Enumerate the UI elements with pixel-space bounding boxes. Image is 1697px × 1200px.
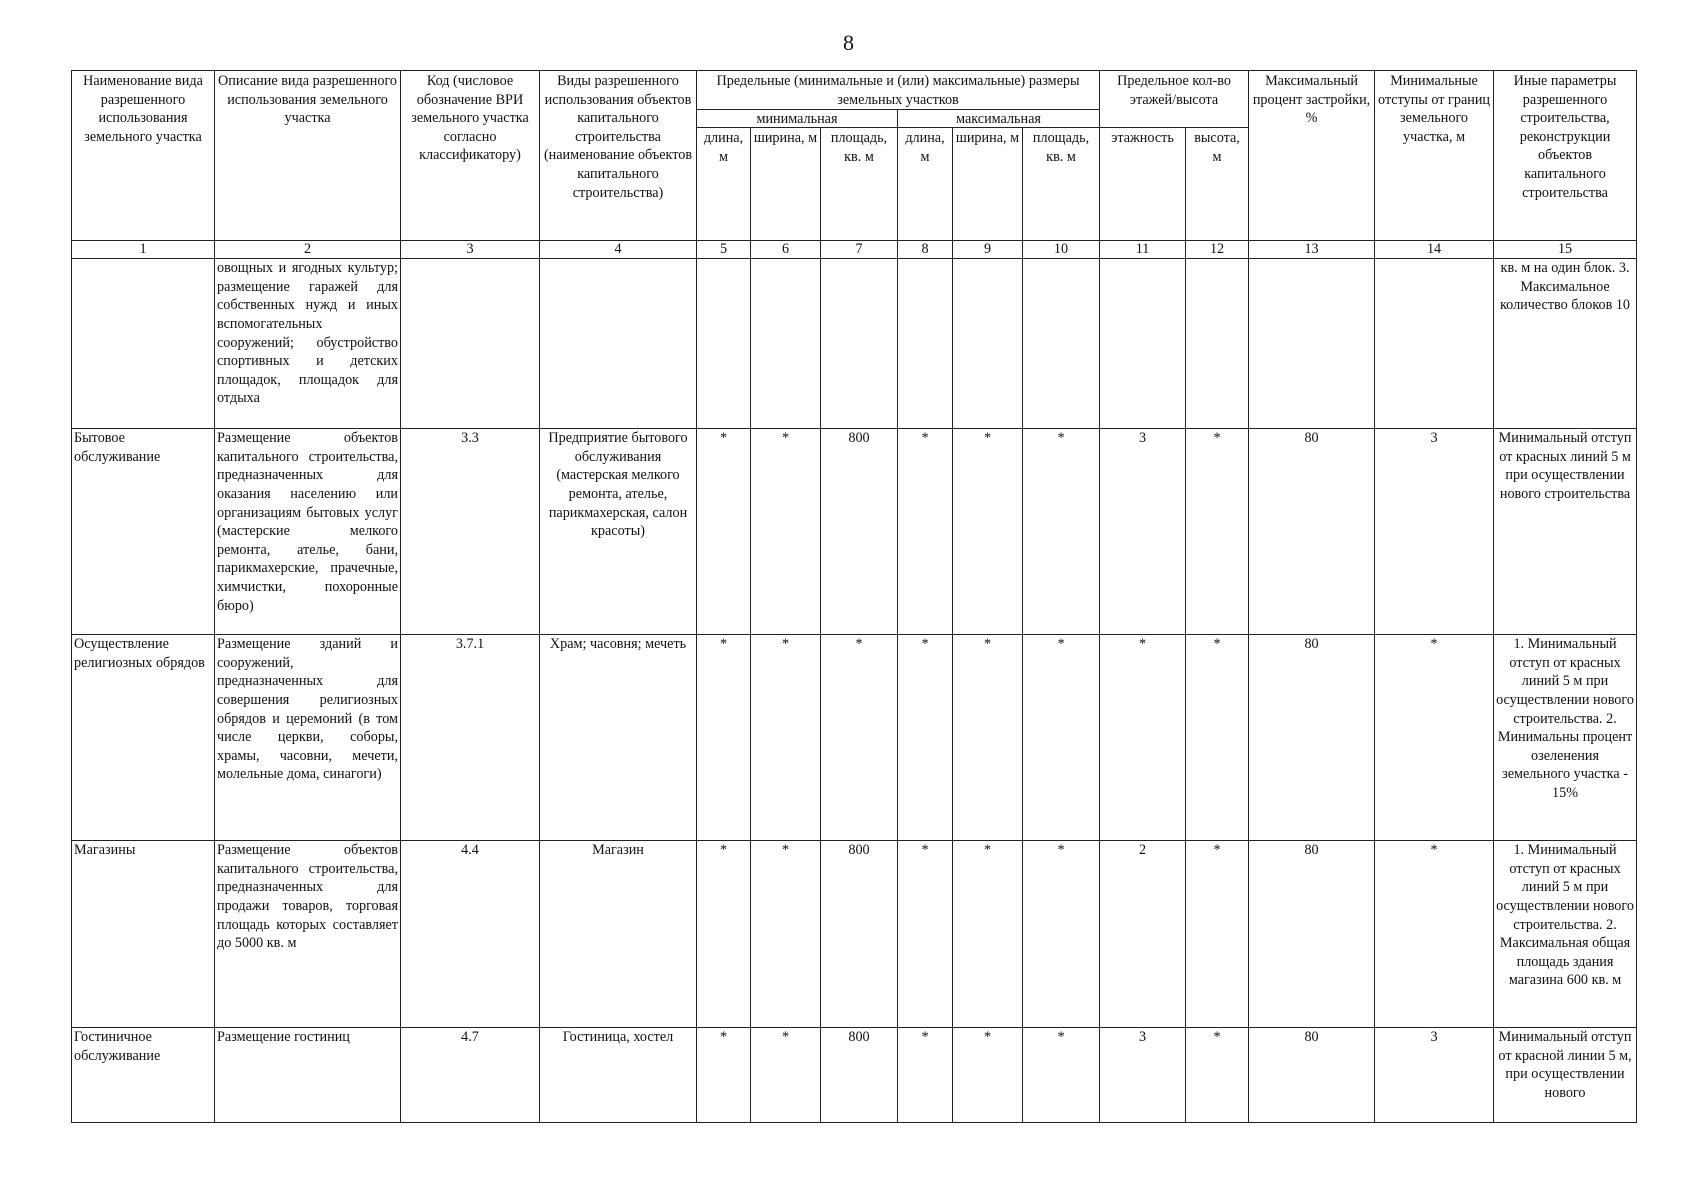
row-other: Минимальный отступ от красной линии 5 м, при осуществлении нового [1494,1028,1637,1123]
header-group-min: минимальная [697,110,898,128]
row-min-length: * [697,429,751,635]
header-min-area: площадь, кв. м [821,128,898,241]
row-floors [1100,259,1186,429]
row-objects: Храм; часовня; мечеть [540,635,697,841]
row-objects: Гостиница, хостел [540,1028,697,1123]
row-min-area: 800 [821,841,898,1028]
row-min-area: * [821,635,898,841]
row-min-offset: 3 [1375,1028,1494,1123]
header-floors: этажность [1100,128,1186,241]
header-group-sizes: Предельные (минимальные и (или) максимальные) размеры земельных участков [697,71,1100,110]
column-number: 15 [1494,241,1637,259]
row-floors: 3 [1100,429,1186,635]
row-other: 1. Минимальный отступ от красных линий 5 м при осуществлении нового строительства. 2. Максимальная общая площадь здания магазина 600 кв. м [1494,841,1637,1028]
row-max-build: 80 [1249,429,1375,635]
row-max-area: * [1023,1028,1100,1123]
column-number: 9 [953,241,1023,259]
row-min-offset: * [1375,841,1494,1028]
header-max-length: длина, м [898,128,953,241]
row-max-area: * [1023,429,1100,635]
row-height: * [1186,635,1249,841]
header-name: Наименование вида разрешенного использования земельного участка [72,71,215,241]
row-name: Магазины [72,841,215,1028]
row-min-length: * [697,841,751,1028]
row-name: Осуществление религиозных обрядов [72,635,215,841]
row-max-length [898,259,953,429]
row-max-length: * [898,635,953,841]
row-min-area: 800 [821,1028,898,1123]
row-max-build [1249,259,1375,429]
row-description: Размещение объектов капитального строительства, предназначенных для продажи товаров, торговая площадь которых составляет до 5000 кв. м [215,841,401,1028]
row-description: Размещение объектов капитального строительства, предназначенных для оказания населению или организациям бытовых услуг (мастерские мелкого ремонта, ателье, бани, парикмахерские, прачечные, химчистки, похоронные бюро) [215,429,401,635]
row-description: Размещение гостиниц [215,1028,401,1123]
row-max-length: * [898,841,953,1028]
header-objects: Виды разрешенного использования объектов капитального строительства (наименование объектов капитального строительства) [540,71,697,241]
header-max-width: ширина, м [953,128,1023,241]
row-min-width: * [751,841,821,1028]
column-number: 1 [72,241,215,259]
header-max-build: Максимальный процент застройки, % [1249,71,1375,241]
table-row [72,259,1637,429]
table-row [72,429,1637,635]
header-min-length: длина, м [697,128,751,241]
row-max-width: * [953,635,1023,841]
table-row [72,841,1637,1028]
row-floors: * [1100,635,1186,841]
row-other: кв. м на один блок. 3. Максимальное количество блоков 10 [1494,259,1637,429]
row-max-area [1023,259,1100,429]
header-group-max: максимальная [898,110,1100,128]
row-min-offset: * [1375,635,1494,841]
row-min-width: * [751,1028,821,1123]
column-number: 2 [215,241,401,259]
row-code [401,259,540,429]
row-max-build: 80 [1249,1028,1375,1123]
row-max-build: 80 [1249,635,1375,841]
row-code: 3.7.1 [401,635,540,841]
row-name: Бытовое обслуживание [72,429,215,635]
column-number: 14 [1375,241,1494,259]
row-height: * [1186,429,1249,635]
row-min-width [751,259,821,429]
row-max-length: * [898,1028,953,1123]
column-number: 12 [1186,241,1249,259]
row-max-area: * [1023,841,1100,1028]
row-other: 1. Минимальный отступ от красных линий 5 м при осуществлении нового строительства. 2. Минимальны процент озеленения земельного участка - 15% [1494,635,1637,841]
header-group-floors: Предельное кол-во этажей/высота [1100,71,1249,128]
row-height: * [1186,1028,1249,1123]
row-max-width: * [953,1028,1023,1123]
row-description: овощных и ягодных культур; размещение гаражей для собственных нужд и иных вспомогательных сооружений; обустройство спортивных и детских площадок, площадок для отдыха [215,259,401,429]
header-description: Описание вида разрешенного использования земельного участка [215,71,401,241]
row-min-length: * [697,1028,751,1123]
header-other: Иные параметры разрешенного строительства, реконструкции объектов капитального строительства [1494,71,1637,241]
row-min-offset: 3 [1375,429,1494,635]
row-max-length: * [898,429,953,635]
row-other: Минимальный отступ от красных линий 5 м при осуществлении нового строительства [1494,429,1637,635]
column-number: 3 [401,241,540,259]
row-min-offset [1375,259,1494,429]
column-number: 10 [1023,241,1100,259]
column-number: 8 [898,241,953,259]
row-min-width: * [751,635,821,841]
zoning-regulations-table [71,70,1637,1123]
column-number: 6 [751,241,821,259]
table-row [72,635,1637,841]
row-height: * [1186,841,1249,1028]
column-number: 13 [1249,241,1375,259]
row-code: 4.4 [401,841,540,1028]
column-number: 7 [821,241,898,259]
row-objects: Предприятие бытового обслуживания (мастерская мелкого ремонта, ателье, парикмахерская, салон красоты) [540,429,697,635]
row-floors: 2 [1100,841,1186,1028]
row-floors: 3 [1100,1028,1186,1123]
row-objects: Магазин [540,841,697,1028]
row-min-length: * [697,635,751,841]
row-max-width: * [953,841,1023,1028]
row-max-build: 80 [1249,841,1375,1028]
row-min-area [821,259,898,429]
page-number: 8 [843,30,854,55]
header-row-1 [72,71,1637,110]
column-number: 11 [1100,241,1186,259]
header-height: высота, м [1186,128,1249,241]
header-code: Код (числовое обозначение ВРИ земельного участка согласно классификатору) [401,71,540,241]
column-number: 5 [697,241,751,259]
row-code: 3.3 [401,429,540,635]
row-max-width [953,259,1023,429]
row-name: Гостиничное обслуживание [72,1028,215,1123]
row-min-area: 800 [821,429,898,635]
row-name [72,259,215,429]
row-description: Размещение зданий и сооружений, предназначенных для совершения религиозных обрядов и церемоний (в том числе церкви, соборы, храмы, часовни, мечети, молельные дома, синагоги) [215,635,401,841]
header-min-offset: Минимальные отступы от границ земельного участка, м [1375,71,1494,241]
row-max-width: * [953,429,1023,635]
row-objects [540,259,697,429]
table-row [72,1028,1637,1123]
column-number-row [72,241,1637,259]
row-code: 4.7 [401,1028,540,1123]
header-max-area: площадь, кв. м [1023,128,1100,241]
column-number: 4 [540,241,697,259]
row-min-width: * [751,429,821,635]
header-min-width: ширина, м [751,128,821,241]
row-height [1186,259,1249,429]
row-max-area: * [1023,635,1100,841]
row-min-length [697,259,751,429]
